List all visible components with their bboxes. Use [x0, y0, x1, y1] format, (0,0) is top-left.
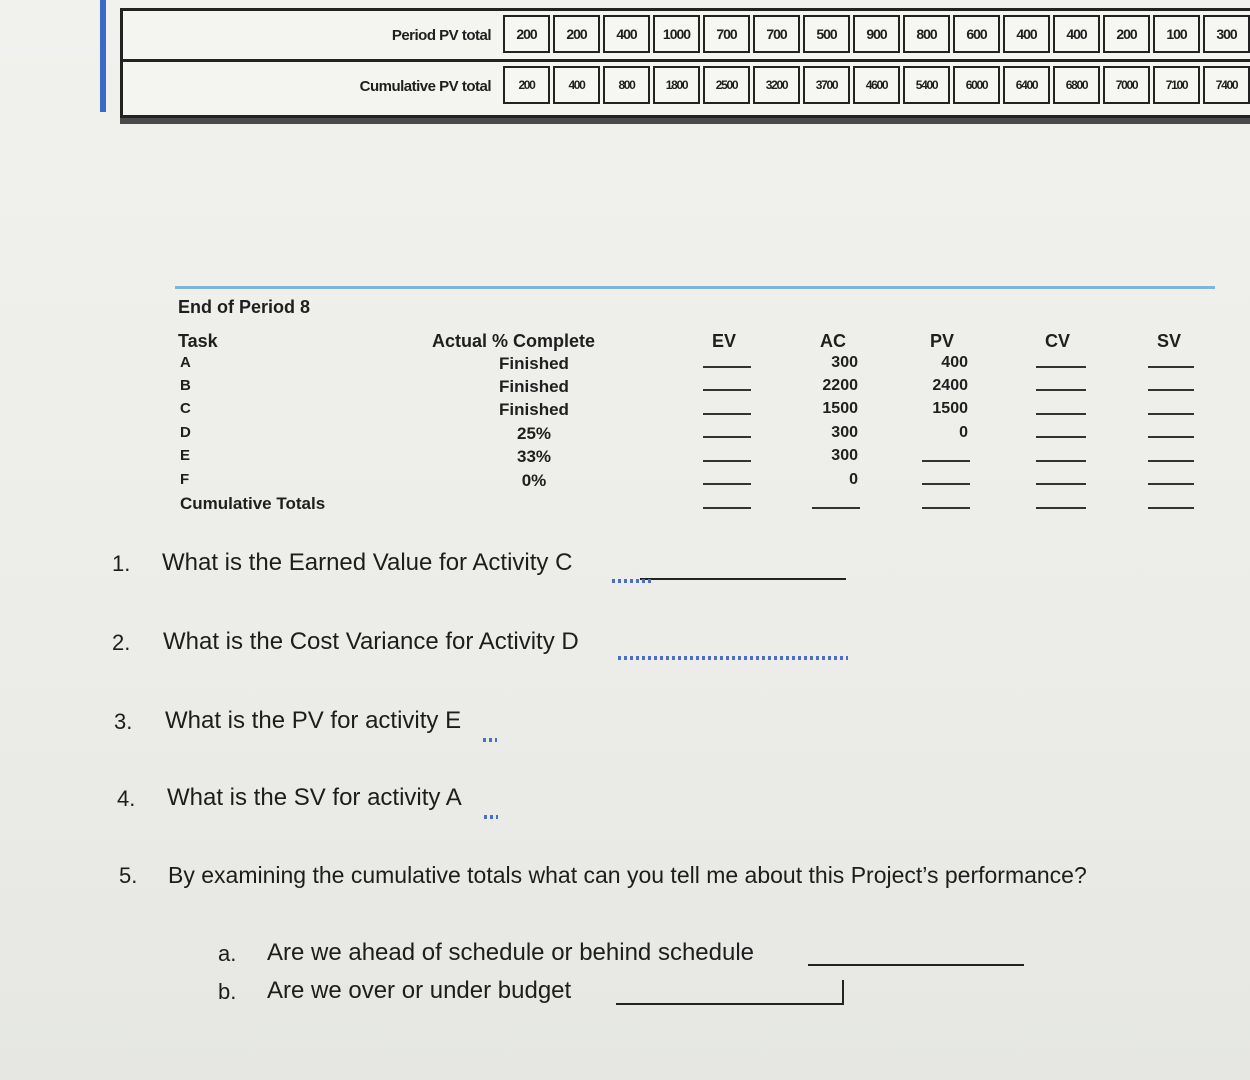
cv-blank[interactable]: [1036, 413, 1086, 415]
cumulative-pv-cell: 200: [503, 66, 550, 104]
period-pv-label: Period PV total: [391, 26, 491, 44]
header-pv: PV: [930, 331, 955, 351]
cumulative-pv-cell: 400: [553, 66, 600, 104]
question-3-number: 3.: [114, 709, 133, 734]
actual-complete-value: 33%: [516, 447, 552, 466]
period-pv-cell: 400: [1053, 15, 1100, 53]
task-id: C: [180, 400, 191, 417]
sv-blank[interactable]: [1148, 460, 1194, 462]
pv-blank[interactable]: [922, 460, 970, 462]
cv-blank[interactable]: [1036, 436, 1086, 438]
period-pv-cell: 300: [1203, 15, 1250, 53]
cv-blank[interactable]: [1036, 460, 1086, 462]
ev-blank[interactable]: [703, 413, 751, 415]
ev-blank[interactable]: [703, 460, 751, 462]
cumulative-pv-cell: 5400: [903, 66, 950, 104]
header-cv: CV: [1045, 331, 1071, 351]
cv-blank[interactable]: [1036, 366, 1086, 368]
cumulative-pv-cell: 2500: [703, 66, 750, 104]
cumulative-pv-cell: 7000: [1103, 66, 1150, 104]
header-task: Task: [178, 331, 218, 351]
ac-total-blank[interactable]: [812, 507, 860, 509]
ev-blank[interactable]: [703, 389, 751, 391]
pv-blank[interactable]: [922, 483, 970, 485]
cv-blank[interactable]: [1036, 389, 1086, 391]
ev-blank[interactable]: [703, 483, 751, 485]
sv-blank[interactable]: [1148, 413, 1194, 415]
pv-blank[interactable]: [922, 507, 970, 509]
cumulative-pv-label: Cumulative PV total: [359, 77, 491, 95]
ac-value: 300: [831, 447, 858, 464]
ac-value: 300: [831, 354, 858, 371]
header-ev: EV: [712, 331, 737, 351]
spellcheck-squiggle: [484, 815, 498, 819]
cumulative-pv-cell: 800: [603, 66, 650, 104]
period-pv-cell: 200: [503, 15, 550, 53]
pv-value: 2400: [932, 377, 968, 394]
actual-complete-value: Finished: [499, 354, 569, 373]
ac-value: 0: [849, 471, 858, 488]
period-pv-cell: 700: [703, 15, 750, 53]
question-5-text: By examining the cumulative totals what can you tell me about this Project’s performance?: [168, 862, 1087, 888]
cumulative-pv-cell: 3700: [803, 66, 850, 104]
period-pv-cell: 200: [553, 15, 600, 53]
sv-blank[interactable]: [1148, 507, 1194, 509]
actual-complete-value: 0%: [521, 471, 547, 490]
task-id: E: [180, 447, 191, 464]
task-id: D: [180, 424, 191, 441]
question-5-number: 5.: [119, 863, 138, 888]
cumulative-pv-row: [123, 62, 1250, 110]
actual-complete-value: Finished: [499, 400, 569, 419]
task-id: A: [180, 354, 191, 371]
ac-value: 1500: [822, 400, 858, 417]
question-3-text: What is the PV for activity E: [165, 707, 462, 734]
table-top-rule: [175, 286, 1215, 289]
cumulative-pv-cell: 7100: [1153, 66, 1200, 104]
period-pv-row: [123, 11, 1250, 62]
period-pv-cell: 900: [853, 15, 900, 53]
period-title: End of Period 8: [178, 297, 311, 317]
subquestion-a-text: Are we ahead of schedule or behind schedule: [267, 939, 755, 966]
question-1-text: What is the Earned Value for Activity C: [162, 549, 573, 576]
question-2-number: 2.: [112, 630, 131, 655]
period-pv-cell: 600: [953, 15, 1000, 53]
cumulative-pv-cell: 6400: [1003, 66, 1050, 104]
cumulative-totals-label: Cumulative Totals: [180, 494, 326, 513]
cumulative-pv-cell: 4600: [853, 66, 900, 104]
sv-blank[interactable]: [1148, 366, 1194, 368]
actual-complete-value: 25%: [516, 424, 552, 443]
cumulative-pv-cell: 1800: [653, 66, 700, 104]
task-id: F: [180, 471, 190, 488]
ac-value: 300: [831, 424, 858, 441]
cumulative-pv-cell: 6000: [953, 66, 1000, 104]
ac-value: 2200: [822, 377, 858, 394]
subquestion-b-text: Are we over or under budget: [267, 977, 572, 1004]
period-pv-cell: 100: [1153, 15, 1200, 53]
question-1-answer-line[interactable]: [640, 578, 846, 580]
spellcheck-squiggle: [483, 738, 497, 742]
cumulative-pv-cell: 6800: [1053, 66, 1100, 104]
ev-blank[interactable]: [703, 366, 751, 368]
question-2-text: What is the Cost Variance for Activity D: [163, 628, 579, 655]
sv-blank[interactable]: [1148, 436, 1194, 438]
ev-blank[interactable]: [703, 436, 751, 438]
header-actual-complete: Actual % Complete: [432, 331, 596, 351]
period-pv-cell: 500: [803, 15, 850, 53]
text-cursor: [842, 980, 844, 1004]
subquestion-a-label: a.: [218, 941, 237, 966]
pv-value: 0: [959, 424, 968, 441]
sv-blank[interactable]: [1148, 389, 1194, 391]
period-pv-cells: [503, 15, 1250, 55]
pv-value: 1500: [932, 400, 968, 417]
task-id: B: [180, 377, 191, 394]
question-4-number: 4.: [117, 786, 136, 811]
period-pv-cell: 400: [1003, 15, 1050, 53]
subquestion-b-answer-line[interactable]: [616, 1003, 844, 1005]
pv-value: 400: [941, 354, 968, 371]
cv-blank[interactable]: [1036, 507, 1086, 509]
period-pv-cell: 800: [903, 15, 950, 53]
question-1-number: 1.: [112, 551, 131, 576]
spellcheck-squiggle: [612, 579, 654, 583]
subquestion-a-answer-line[interactable]: [808, 964, 1024, 966]
actual-complete-value: Finished: [499, 377, 569, 396]
cumulative-pv-cells: [503, 66, 1250, 106]
period-pv-cell: 1000: [653, 15, 700, 53]
header-ac: AC: [820, 331, 846, 351]
question-4-text: What is the SV for activity A: [167, 784, 462, 811]
period-pv-cell: 200: [1103, 15, 1150, 53]
period-pv-cell: 400: [603, 15, 650, 53]
header-sv: SV: [1157, 331, 1182, 351]
sv-blank[interactable]: [1148, 483, 1194, 485]
pv-totals-table: [120, 8, 1250, 118]
subquestion-b-label: b.: [218, 979, 237, 1004]
question-2-answer-squiggle[interactable]: [618, 656, 848, 660]
period-pv-cell: 700: [753, 15, 800, 53]
ev-blank[interactable]: [703, 507, 751, 509]
cumulative-pv-cell: 7400: [1203, 66, 1250, 104]
cv-blank[interactable]: [1036, 483, 1086, 485]
cumulative-pv-cell: 3200: [753, 66, 800, 104]
